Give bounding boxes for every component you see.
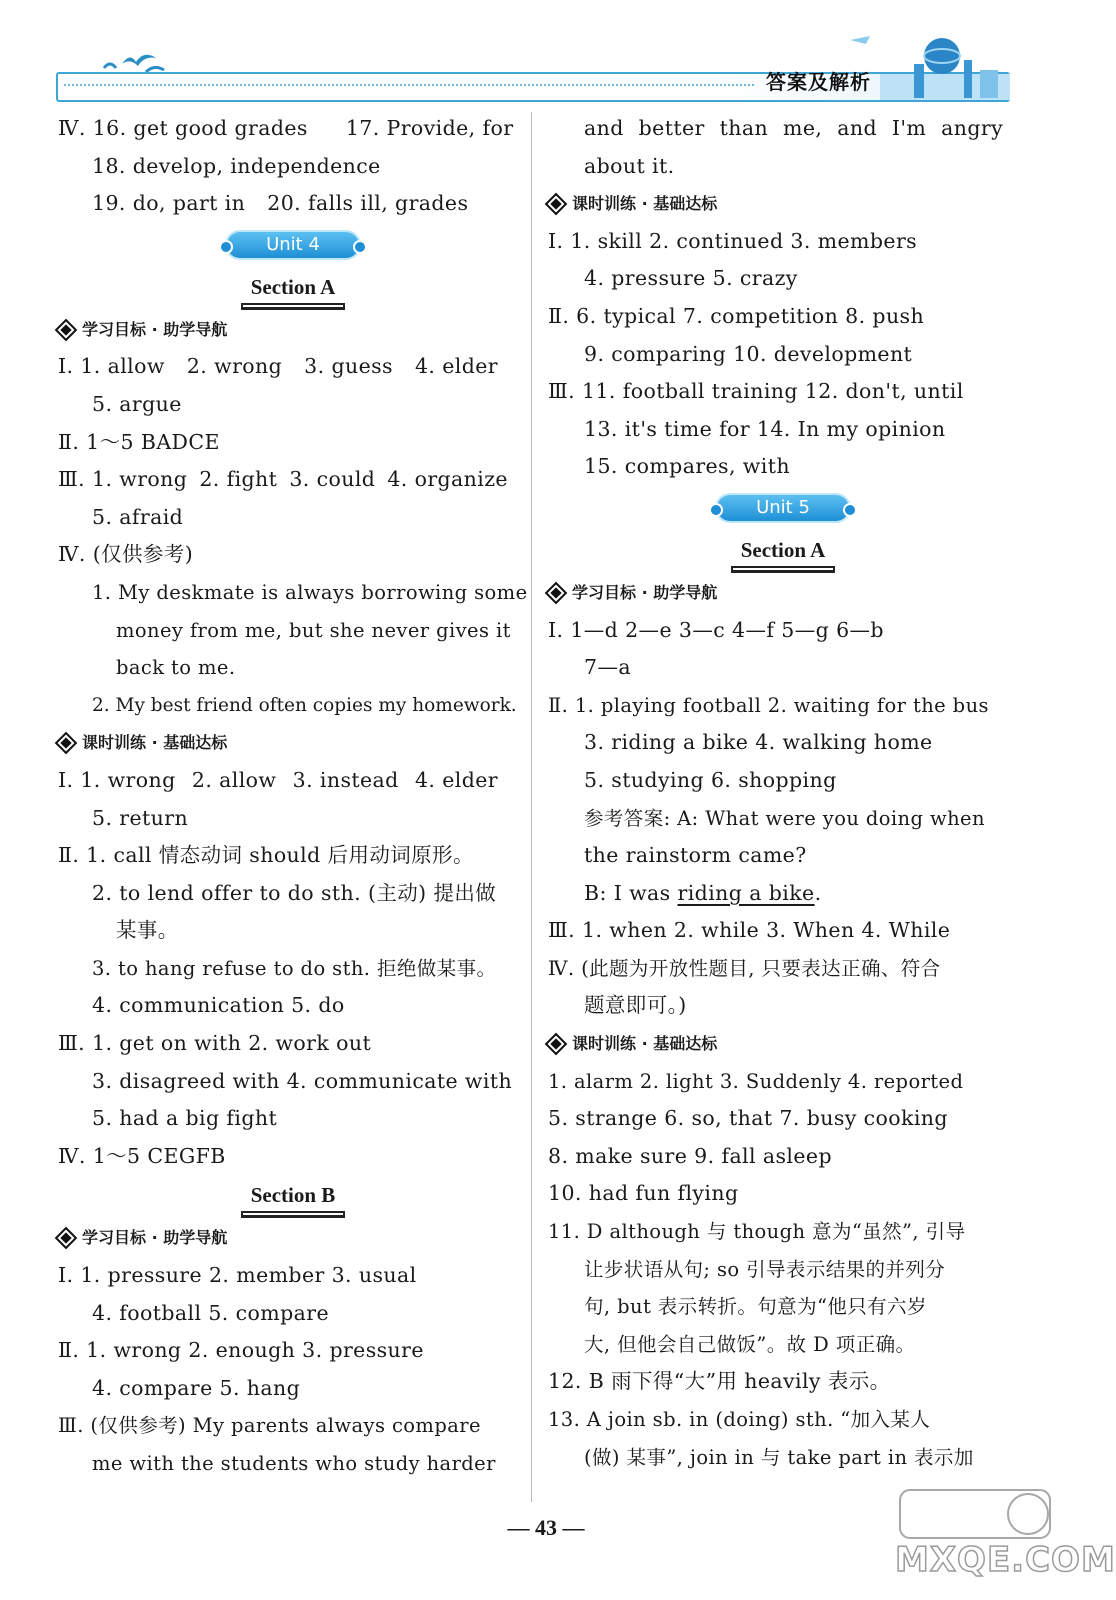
column-divider [531, 112, 532, 1502]
answer-line: 参考答案: A: What were you doing when [584, 806, 985, 830]
subsection-heading [58, 311, 528, 349]
subsection-heading [548, 185, 1018, 223]
answer-text: 2. allow [191, 767, 277, 792]
answer-line: Ⅳ. 1～5 CEGFB [58, 1143, 226, 1168]
diamond-bullet-icon [55, 318, 78, 341]
answer-text: Ⅰ. 1. wrong [58, 767, 176, 792]
answer-line: 15. compares, with [584, 454, 790, 479]
answer-line: Ⅰ. 1—d 2—e 3—c 4—f 5—g 6—b [548, 617, 884, 642]
answer-text: 2. wrong [186, 354, 283, 379]
globe-illustration-icon [880, 30, 1010, 102]
answer-line: 1. My deskmate is always borrowing some [92, 580, 528, 604]
answer-line: 11. D although 与 though 意为“虽然”, 引导 [548, 1220, 966, 1244]
answer-line: 题意即可。) [584, 993, 687, 1018]
answer-line: 2. to lend offer to do sth. (主动) 提出做 [92, 880, 497, 905]
answer-line: Ⅳ. (此题为开放性题目, 只要表达正确、符合 [548, 956, 941, 980]
answer-line: 5. return [92, 805, 189, 830]
answer-line: Ⅱ. 1. playing football 2. waiting for the bus [548, 693, 989, 717]
diamond-bullet-icon [545, 193, 568, 216]
answer-line: 9. comparing 10. development [584, 341, 913, 366]
answer-line [58, 762, 498, 800]
answer-line: 3. riding a bike 4. walking home [584, 730, 933, 755]
answer-line: Ⅲ. 11. football training 12. don't, until [548, 379, 964, 404]
answer-line: about it. [584, 153, 675, 178]
answer-text: 19. do, part in [92, 191, 246, 216]
answer-line: Ⅱ. 6. typical 7. competition 8. push [548, 303, 925, 328]
answer-line [58, 461, 508, 499]
answer-line: Ⅲ. 1. when 2. while 3. When 4. While [548, 918, 951, 943]
page-header [0, 0, 1092, 112]
answer-line: 5. strange 6. so, that 7. busy cooking [548, 1106, 948, 1131]
answer-line [58, 185, 528, 223]
subsection-heading [548, 574, 1018, 612]
answer-line [548, 875, 1018, 913]
answer-line: 4. compare 5. hang [92, 1375, 301, 1400]
unit-badge-row [548, 486, 1018, 530]
answer-line: 4. pressure 5. crazy [584, 266, 798, 291]
diamond-bullet-icon [55, 1227, 78, 1250]
section-heading-row [58, 267, 528, 311]
section-heading-row [58, 1175, 528, 1219]
answer-line: back to me. [116, 656, 236, 680]
section-title: Section A [731, 536, 836, 568]
answer-line: 10. had fun flying [548, 1181, 739, 1206]
subsection-label: 课时训练 · 基础达标 [572, 194, 718, 214]
unit-badge: Unit 4 [227, 232, 359, 258]
answer-text: 17. Provide, for [345, 116, 514, 140]
section-heading-row [548, 530, 1018, 574]
answer-text: 20. falls ill, grades [267, 191, 469, 216]
answer-line: (做) 某事”, join in 与 take part in 表示加 [584, 1445, 974, 1469]
answer-text: 4. elder [414, 767, 498, 792]
answer-line: Ⅳ. (仅供参考) [58, 542, 194, 567]
answer-line: 某事。 [116, 918, 179, 943]
answer-line: Ⅱ. 1. call 情态动词 should 后用动词原形。 [58, 843, 474, 868]
answer-line: 5. argue [92, 391, 182, 416]
answer-line: 18. develop, independence [92, 153, 381, 178]
page-number: — 43 — [507, 1515, 585, 1540]
answer-line: 大, 但他会自己做饭”。故 D 项正确。 [584, 1332, 916, 1356]
answer-text: 3. guess [304, 354, 393, 379]
answer-line: 5. afraid [92, 504, 184, 529]
answer-text: B: I was [584, 880, 678, 905]
answer-line [58, 110, 528, 148]
answer-line: 8. make sure 9. fall asleep [548, 1143, 832, 1168]
diamond-bullet-icon [545, 1033, 568, 1056]
answer-text: 4. elder [414, 354, 498, 379]
answer-text: 2. fight [199, 467, 278, 492]
watermark-text: MXQE.COM [895, 1540, 1116, 1580]
subsection-heading [548, 1025, 1018, 1063]
header-dotted-line [64, 84, 754, 86]
answer-line: 4. football 5. compare [92, 1300, 329, 1325]
answer-text: Ⅳ. 16. get good grades [58, 116, 308, 140]
answer-text: 3. instead [292, 767, 399, 792]
subsection-heading [58, 724, 528, 762]
subsection-label: 学习目标 · 助学导航 [82, 319, 228, 339]
answer-line: Ⅰ. 1. pressure 2. member 3. usual [58, 1263, 417, 1288]
header-title: 答案及解析 [766, 70, 871, 94]
answer-text: . [814, 880, 822, 905]
answer-line: 4. communication 5. do [92, 993, 345, 1018]
answer-line: Ⅰ. 1. skill 2. continued 3. members [548, 228, 918, 253]
answer-line: Ⅱ. 1～5 BADCE [58, 429, 220, 454]
answer-line: the rainstorm came? [584, 843, 807, 868]
answer-line: 3. disagreed with 4. communicate with [92, 1068, 513, 1093]
answer-line: me with the students who study harder [92, 1452, 496, 1475]
answer-text: 3. could [289, 467, 376, 492]
subsection-label: 学习目标 · 助学导航 [572, 582, 718, 602]
answer-line: 13. it's time for 14. In my opinion [584, 416, 946, 441]
answer-line: 句, but 表示转折。句意为“他只有六岁 [584, 1295, 927, 1319]
answer-text: 4. organize [387, 467, 508, 492]
diamond-bullet-icon [545, 581, 568, 604]
diamond-bullet-icon [55, 732, 78, 755]
answer-line: 13. A join sb. in (doing) sth. “加入某人 [548, 1408, 931, 1431]
subsection-label: 课时训练 · 基础达标 [82, 733, 228, 753]
answer-text: Ⅰ. 1. allow [58, 354, 165, 379]
answer-line: 5. had a big fight [92, 1106, 278, 1131]
subsection-heading [58, 1219, 528, 1257]
answer-line: Ⅱ. 1. wrong 2. enough 3. pressure [58, 1338, 424, 1363]
answer-line: Ⅲ. (仅供参考) My parents always compare [58, 1414, 481, 1438]
unit-badge-row [58, 223, 528, 267]
answer-line: 3. to hang refuse to do sth. 拒绝做某事。 [92, 956, 497, 980]
underlined-answer: riding a bike [677, 880, 815, 905]
section-title: Section B [241, 1181, 346, 1213]
answer-line [58, 348, 498, 386]
answer-line: 12. B 雨下得“大”用 heavily 表示。 [548, 1369, 891, 1394]
answer-text: Ⅲ. 1. wrong [58, 467, 188, 492]
answer-line: 2. My best friend often copies my homework. [92, 694, 517, 716]
answer-line: 7—a [584, 655, 631, 680]
left-column [58, 110, 528, 1483]
answer-line: 1. alarm 2. light 3. Suddenly 4. reported [548, 1069, 964, 1093]
answer-line: money from me, but she never gives it [116, 618, 511, 642]
subsection-label: 学习目标 · 助学导航 [82, 1228, 228, 1248]
subsection-label: 课时训练 · 基础达标 [572, 1034, 718, 1054]
answer-line: Ⅲ. 1. get on with 2. work out [58, 1031, 372, 1056]
answer-line: and better than me, and I'm angry [584, 116, 1004, 140]
answer-line: 让步状语从句; so 引导表示结果的并列分 [584, 1257, 946, 1281]
right-column [548, 110, 1018, 1476]
section-title: Section A [241, 273, 346, 305]
answer-line: 5. studying 6. shopping [584, 767, 837, 792]
unit-badge: Unit 5 [717, 495, 849, 521]
